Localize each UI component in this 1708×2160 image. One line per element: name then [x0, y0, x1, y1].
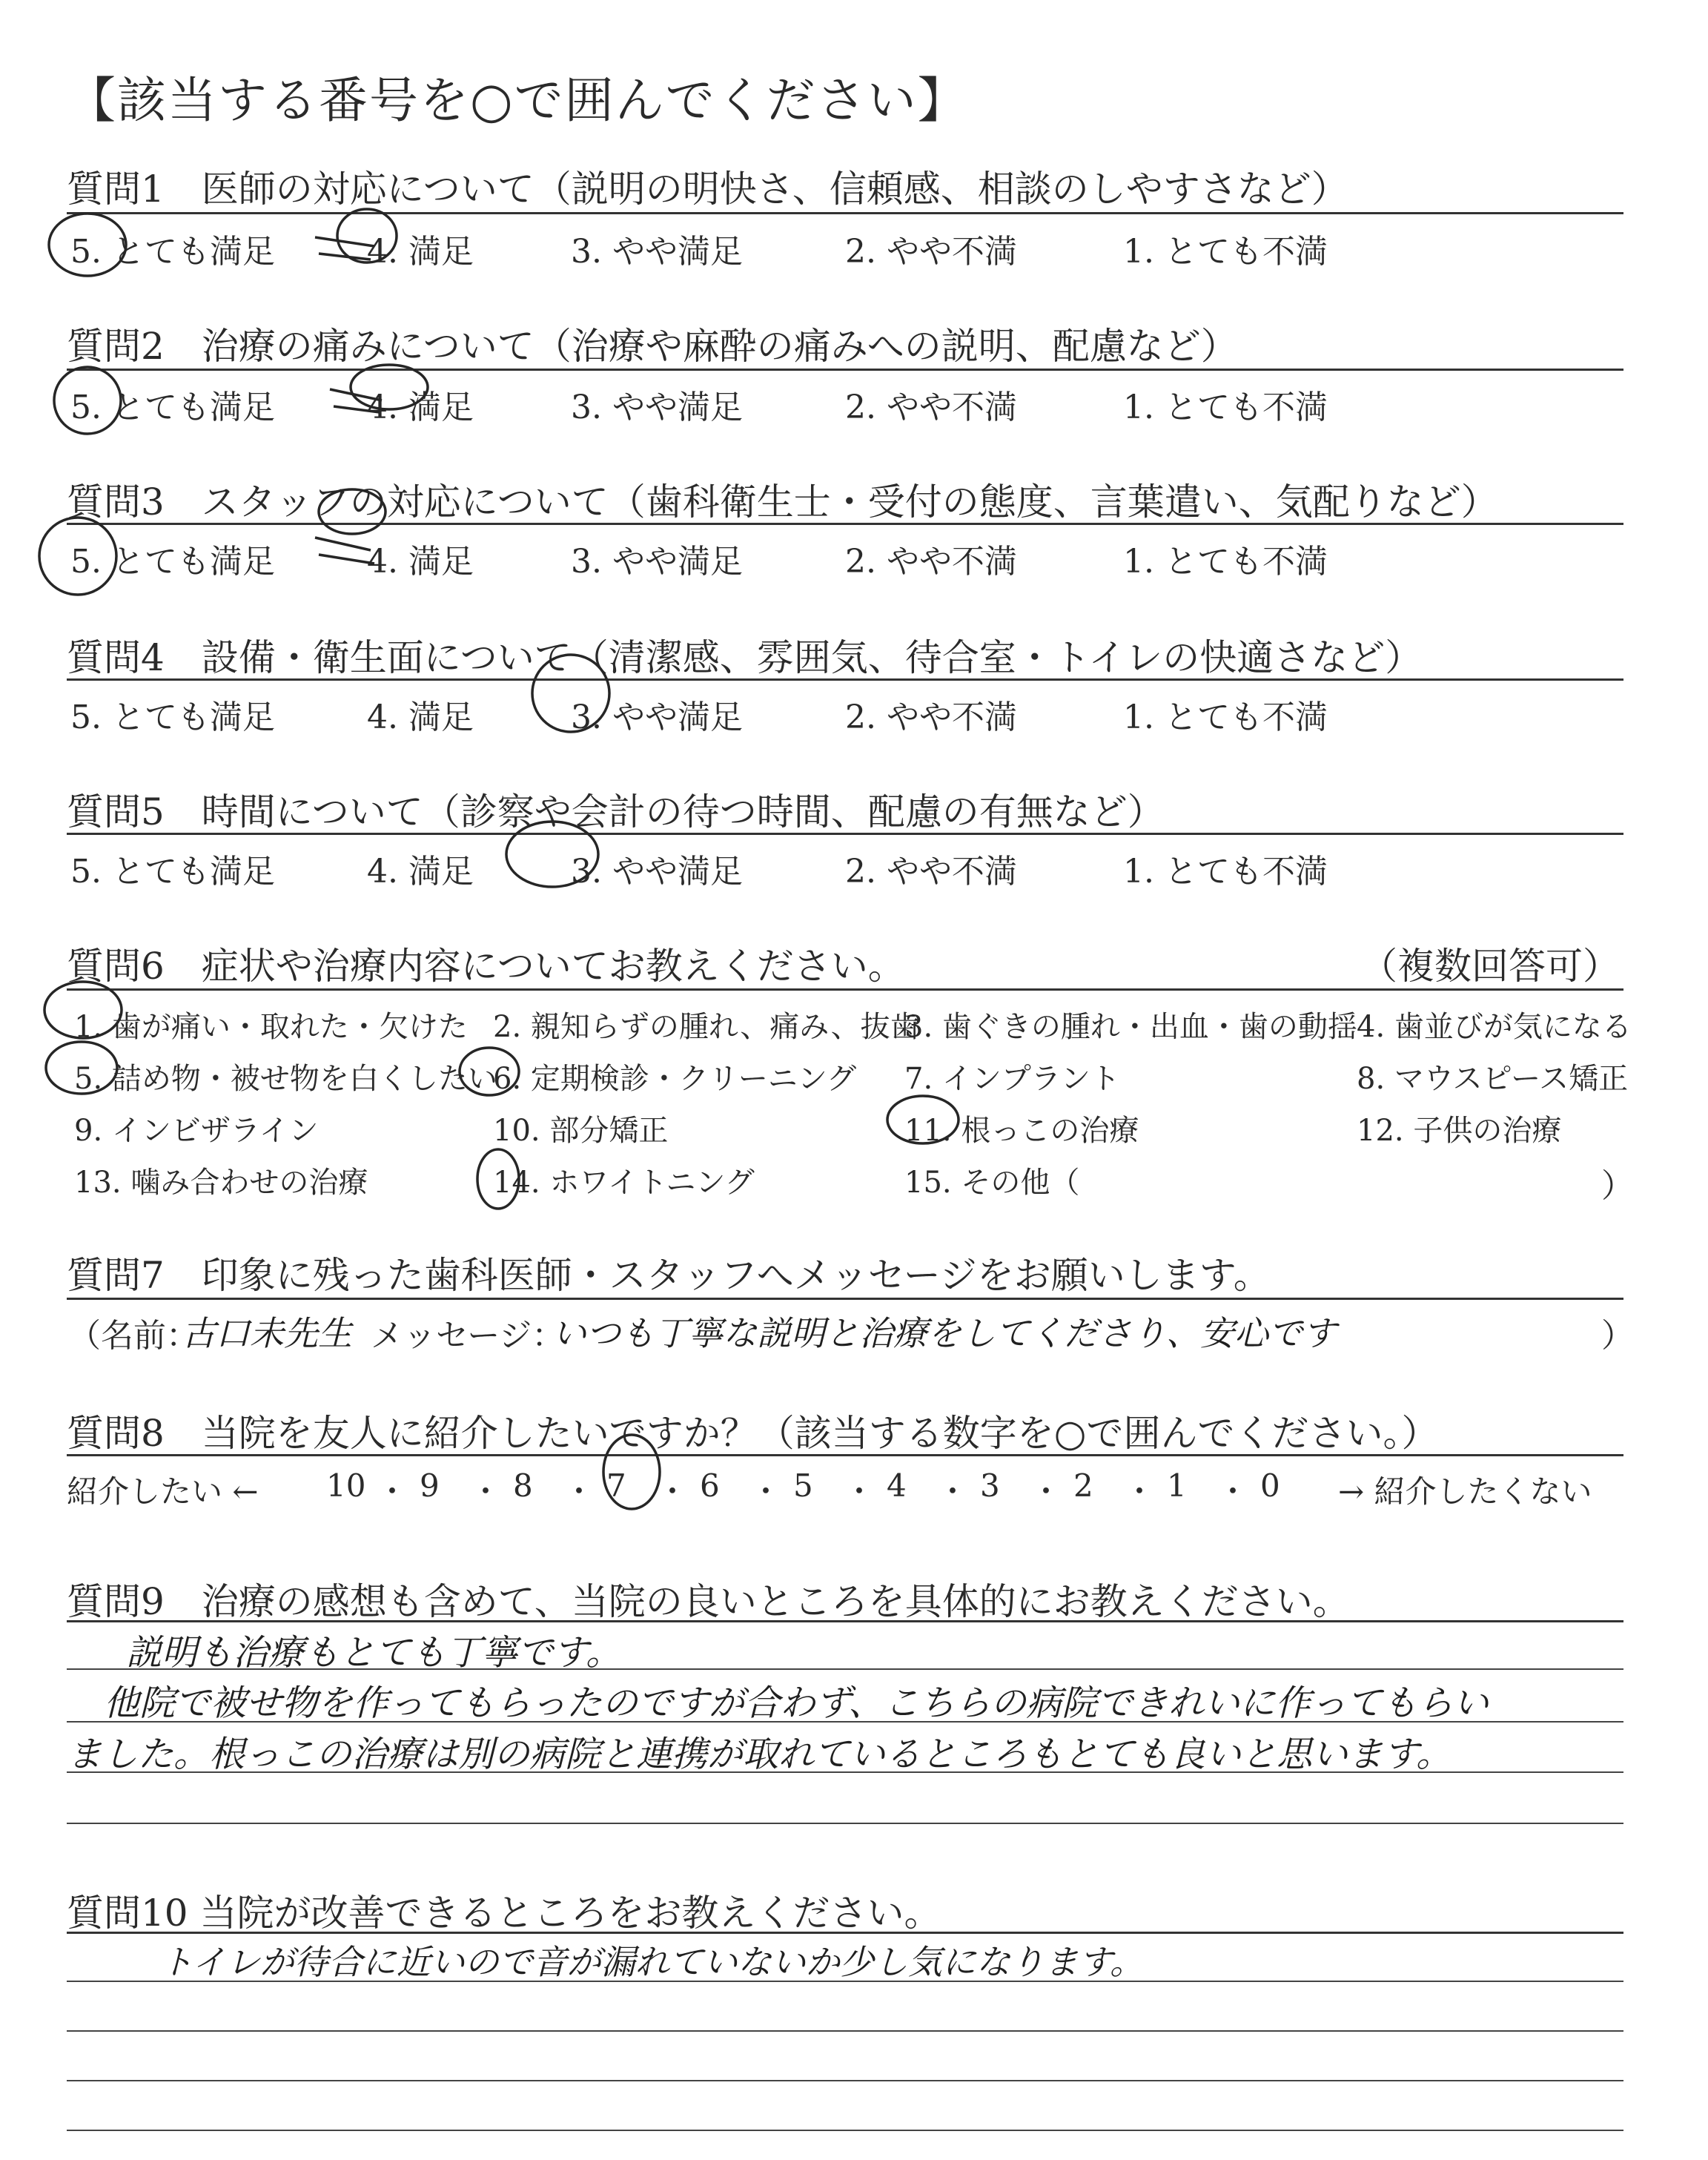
- q4-option-4[interactable]: 4. 満足: [367, 698, 474, 736]
- q8-scale-8[interactable]: 8: [513, 1467, 533, 1504]
- q2-option-4[interactable]: 4. 満足: [367, 389, 474, 426]
- q3-rule: [67, 523, 1623, 525]
- q7-message-value[interactable]: いつも丁寧な説明と治療をしてくださり、安心です: [552, 1313, 1337, 1353]
- q9-rule-3: [67, 1771, 1623, 1773]
- q10-rule-4: [67, 2130, 1623, 2131]
- q8-scale-0[interactable]: 0: [1260, 1467, 1280, 1504]
- q1-option-2[interactable]: 2. やや不満: [845, 233, 1017, 271]
- q8-scale-separator: ・: [937, 1473, 969, 1510]
- q8-scale-3[interactable]: 3: [980, 1467, 1000, 1504]
- q10-rule-1: [67, 1981, 1623, 1982]
- q5-option-2[interactable]: 2. やや不満: [845, 853, 1017, 891]
- q6-item-6[interactable]: 6. 定期検診・クリーニング: [493, 1062, 857, 1096]
- q6-item-12[interactable]: 12. 子供の治療: [1357, 1114, 1562, 1148]
- q6-other-close: ）: [1601, 1167, 1634, 1205]
- q8-scale-separator: ・: [657, 1473, 689, 1510]
- q2-option-2[interactable]: 2. やや不満: [845, 389, 1017, 426]
- q6-item-11[interactable]: 11. 根っこの治療: [904, 1114, 1139, 1148]
- q8-scale-separator: ・: [563, 1473, 595, 1510]
- q10-answer-line-1[interactable]: トイレが待合に近いので音が漏れていないか少し気になります。: [159, 1942, 1145, 1982]
- q8-scale-2[interactable]: 2: [1073, 1467, 1093, 1504]
- q3-option-4[interactable]: 4. 満足: [367, 543, 474, 581]
- q5-title: 質問5 時間について（診察や会計の待つ時間、配慮の有無など）: [67, 790, 1165, 833]
- q7-name-value[interactable]: 古口未先生: [182, 1313, 352, 1353]
- q3-title: 質問3 スタッフの対応について（歯科衛生士・受付の態度、言葉遣い、気配りなど）: [67, 480, 1498, 524]
- q6-item-4[interactable]: 4. 歯並びが気になる: [1357, 1010, 1632, 1044]
- q4-option-2[interactable]: 2. やや不満: [845, 698, 1017, 736]
- q1-option-4[interactable]: 4. 満足: [367, 233, 474, 271]
- q6-item-14[interactable]: 14. ホワイトニング: [493, 1166, 755, 1200]
- q2-option-1[interactable]: 1. とても不満: [1123, 389, 1328, 426]
- q1-title: 質問1 医師の対応について（説明の明快さ、信頼感、相談のしやすさなど）: [67, 168, 1348, 211]
- q8-scale-9[interactable]: 9: [420, 1467, 440, 1504]
- q5-option-4[interactable]: 4. 満足: [367, 853, 474, 891]
- q8-scale-separator: ・: [1217, 1473, 1249, 1510]
- q6-item-13[interactable]: 13. 噛み合わせの治療: [74, 1166, 368, 1200]
- q2-rule: [67, 369, 1623, 371]
- q10-rule-0: [67, 1932, 1623, 1934]
- q1-rule: [67, 212, 1623, 214]
- q6-note: （複数回答可）: [1360, 945, 1620, 988]
- q3-strike-mark: [315, 538, 374, 564]
- q7-rule: [67, 1298, 1623, 1300]
- q8-scale-7[interactable]: 7: [606, 1467, 626, 1504]
- q9-answer-line-3[interactable]: ました。根っこの治療は別の病院と連携が取れているところもとても良いと思います。: [67, 1734, 1452, 1775]
- q3-option-1[interactable]: 1. とても不満: [1123, 543, 1328, 581]
- q5-option-5[interactable]: 5. とても満足: [70, 853, 275, 891]
- q6-item-8[interactable]: 8. マウスピース矯正: [1357, 1062, 1629, 1096]
- q1-option-3[interactable]: 3. やや満足: [571, 233, 743, 271]
- q8-scale-separator: ・: [844, 1473, 875, 1510]
- q4-option-1[interactable]: 1. とても不満: [1123, 698, 1328, 736]
- q8-scale-separator: ・: [1030, 1473, 1062, 1510]
- q6-item-1[interactable]: 1. 歯が痛い・取れた・欠けた: [74, 1010, 468, 1044]
- form-header: 【該当する番号を○で囲んでください】: [67, 72, 968, 129]
- q2-option-3[interactable]: 3. やや満足: [571, 389, 743, 426]
- q10-rule-3: [67, 2080, 1623, 2081]
- q5-option-1[interactable]: 1. とても不満: [1123, 853, 1328, 891]
- q1-option-5[interactable]: 5. とても満足: [70, 233, 275, 271]
- q2-option-5[interactable]: 5. とても満足: [70, 389, 275, 426]
- q7-name-label: （名前：: [68, 1317, 199, 1355]
- q5-option-3[interactable]: 3. やや満足: [571, 853, 743, 891]
- q9-title: 質問9 治療の感想も含めて、当院の良いところを具体的にお教えください。: [67, 1580, 1350, 1623]
- q8-scale-1[interactable]: 1: [1167, 1467, 1187, 1504]
- q8-scale-separator: ・: [1124, 1473, 1156, 1510]
- q8-scale-separator: ・: [470, 1473, 502, 1510]
- q4-option-5[interactable]: 5. とても満足: [70, 698, 275, 736]
- q2-title: 質問2 治療の痛みについて（治療や麻酔の痛みへの説明、配慮など）: [67, 325, 1238, 368]
- q6-item-5[interactable]: 5. 詰め物・被せ物を白くしたい: [74, 1062, 497, 1096]
- q10-rule-2: [67, 2030, 1623, 2032]
- q4-option-3[interactable]: 3. やや満足: [571, 698, 743, 736]
- q6-title: 質問6 症状や治療内容についてお教えください。: [67, 945, 905, 988]
- q8-scale-6[interactable]: 6: [700, 1467, 720, 1504]
- q6-rule: [67, 988, 1623, 991]
- q7-close: ）: [1601, 1317, 1634, 1355]
- q1-option-1[interactable]: 1. とても不満: [1123, 233, 1328, 271]
- q3-option-3[interactable]: 3. やや満足: [571, 543, 743, 581]
- q5-rule: [67, 833, 1623, 835]
- q9-rule-2: [67, 1721, 1623, 1723]
- q8-right-label: → 紹介したくない: [1338, 1473, 1592, 1510]
- q6-item-2[interactable]: 2. 親知らずの腫れ、痛み、抜歯: [493, 1010, 920, 1044]
- q7-title: 質問7 印象に残った歯科医師・スタッフへメッセージをお願いします。: [67, 1254, 1271, 1297]
- q3-option-5[interactable]: 5. とても満足: [70, 543, 275, 581]
- q8-title: 質問8 当院を友人に紹介したいですか？（該当する数字を○で囲んでください。）: [67, 1412, 1439, 1455]
- q8-scale-separator: ・: [377, 1473, 408, 1510]
- q9-rule-1: [67, 1668, 1623, 1670]
- q9-rule-0: [67, 1620, 1623, 1622]
- q6-item-7[interactable]: 7. インプラント: [904, 1062, 1120, 1096]
- q8-scale-4[interactable]: 4: [887, 1467, 907, 1504]
- q3-option-2[interactable]: 2. やや不満: [845, 543, 1017, 581]
- q9-answer-line-2[interactable]: 他院で被せ物を作ってもらったのですが合わず、こちらの病院できれいに作ってもらい: [104, 1682, 1489, 1724]
- q10-title: 質問10 当院が改善できるところをお教えください。: [67, 1892, 941, 1935]
- q6-item-10[interactable]: 10. 部分矯正: [493, 1114, 669, 1148]
- q7-message-label: メッセージ：: [371, 1317, 565, 1355]
- q6-item-9[interactable]: 9. インビザライン: [74, 1114, 319, 1148]
- q6-item-15[interactable]: 15. その他（: [904, 1166, 1080, 1200]
- q4-rule: [67, 678, 1623, 681]
- q6-item-3[interactable]: 3. 歯ぐきの腫れ・出血・歯の動揺: [904, 1010, 1357, 1044]
- q8-scale-separator: ・: [750, 1473, 782, 1510]
- q4-title: 質問4 設備・衛生面について（清潔感、雰囲気、待合室・トイレの快適さなど）: [67, 636, 1423, 679]
- q8-left-label: 紹介したい ←: [67, 1473, 259, 1510]
- q9-rule-4: [67, 1823, 1623, 1824]
- q8-scale-10[interactable]: 10: [326, 1467, 366, 1504]
- q8-scale-5[interactable]: 5: [793, 1467, 813, 1504]
- q1-strike-mark: [315, 237, 374, 260]
- q8-rule: [67, 1454, 1623, 1456]
- q9-answer-line-1[interactable]: 説明も治療もとても丁寧です。: [126, 1632, 622, 1674]
